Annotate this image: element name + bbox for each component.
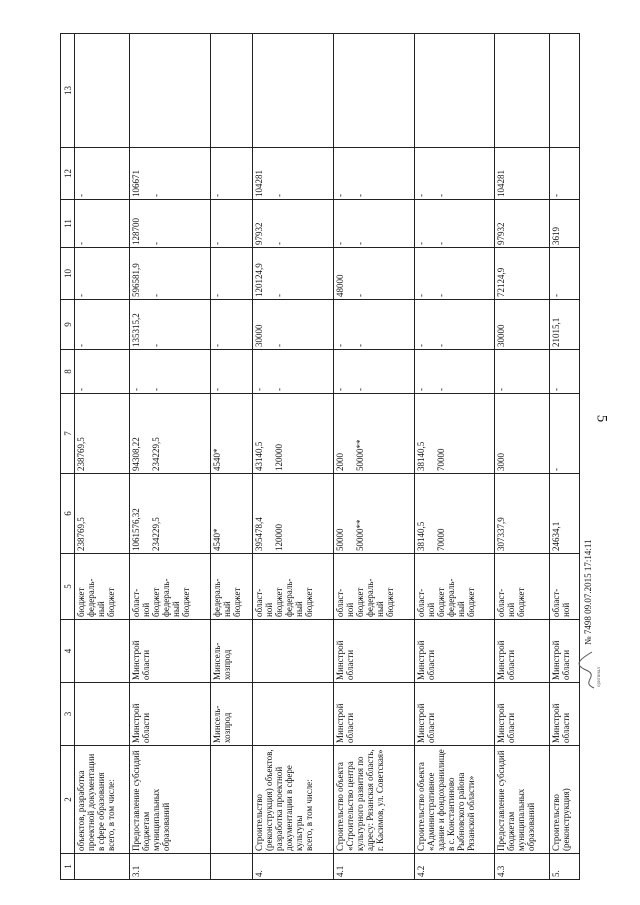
- table-cell: - -: [333, 148, 414, 200]
- table-cell: 5.: [550, 854, 580, 880]
- table-cell: 4.: [253, 854, 334, 880]
- table-cell: 94308,22 234229,5: [130, 394, 211, 474]
- table-cell: бюджет федераль- ный бюджет: [75, 554, 130, 620]
- table-cell: 48000 -: [333, 248, 414, 300]
- table-cell: 4540*: [210, 474, 252, 554]
- header-cell: 11: [61, 200, 75, 248]
- table-cell: -: [75, 350, 130, 394]
- table-cell: Предоставление субсидий бюджетам муниципальных образований: [495, 746, 550, 854]
- table-cell: 135315,2 -: [130, 300, 211, 350]
- header-cell: 2: [61, 746, 75, 854]
- table-cell: - -: [333, 300, 414, 350]
- table-cell: -: [75, 148, 130, 200]
- header-cell: 6: [61, 474, 75, 554]
- table-cell: -: [550, 394, 580, 474]
- header-cell: 3: [61, 683, 75, 746]
- table-cell: -: [75, 248, 130, 300]
- table-cell: 238769,5: [75, 394, 130, 474]
- table-row: [253, 34, 334, 880]
- table-cell: -: [550, 248, 580, 300]
- table-cell: -: [550, 148, 580, 200]
- table-row: [414, 34, 495, 880]
- table-cell: Минстрой области: [495, 683, 550, 746]
- table-cell: -: [75, 300, 130, 350]
- table-cell: Минстрой области: [550, 620, 580, 683]
- table-cell: 238769,5: [75, 474, 130, 554]
- table-cell: 43140,5 120000: [253, 394, 334, 474]
- table-cell: -: [550, 350, 580, 394]
- table-cell: 4540*: [210, 394, 252, 474]
- table-header-row: [61, 34, 75, 880]
- header-cell: 4: [61, 620, 75, 683]
- table-cell: -: [75, 200, 130, 248]
- table-cell: [414, 34, 495, 148]
- table-cell: [210, 34, 252, 148]
- table-cell: [495, 34, 550, 148]
- table-cell: -: [210, 148, 252, 200]
- table-cell: 38140,5 70000: [414, 394, 495, 474]
- table-cell: - -: [414, 200, 495, 248]
- table-cell: 97932: [495, 200, 550, 248]
- table-cell: - -: [130, 350, 211, 394]
- table-cell: - -: [414, 148, 495, 200]
- table-cell: Минстрой области: [550, 683, 580, 746]
- table-cell: [253, 620, 334, 683]
- table-cell: 120124,9 -: [253, 248, 334, 300]
- table-cell: 30000: [495, 300, 550, 350]
- table-row: [495, 34, 550, 880]
- table-cell: област- ной бюджет федераль- ный бюджет: [130, 554, 211, 620]
- table-cell: -: [210, 248, 252, 300]
- table-cell: Строительство объекта «Административное здание и фондохранилище в с. Константиново Рыбновского района Рязанской области»: [414, 746, 495, 854]
- table-cell: 104281 -: [253, 148, 334, 200]
- table-cell: Минстрой области: [333, 620, 414, 683]
- table-cell: Минстрой области: [333, 683, 414, 746]
- table-cell: [75, 683, 130, 746]
- budget-table-container: [60, 34, 580, 880]
- table-cell: Минсель-хозпрод: [210, 683, 252, 746]
- table-cell: [75, 854, 130, 880]
- table-cell: Минстрой области: [414, 683, 495, 746]
- table-cell: 307337,9: [495, 474, 550, 554]
- table-cell: - -: [414, 350, 495, 394]
- table-cell: - -: [414, 248, 495, 300]
- table-cell: [130, 34, 211, 148]
- header-cell: 9: [61, 300, 75, 350]
- table-row: [550, 34, 580, 880]
- header-cell: 5: [61, 554, 75, 620]
- table-cell: Минстрой области: [414, 620, 495, 683]
- table-cell: 72124,9: [495, 248, 550, 300]
- table-cell: област- ной: [550, 554, 580, 620]
- table-cell: федераль- ный бюджет: [210, 554, 252, 620]
- header-cell: 7: [61, 394, 75, 474]
- table-cell: Строительство объекта «Строительство центра культурного развития по адресу: Рязанская область, г. Касимов, ул. Советская»: [333, 746, 414, 854]
- header-cell: 8: [61, 350, 75, 394]
- table-cell: -: [210, 350, 252, 394]
- header-cell: 13: [61, 34, 75, 148]
- table-row: [333, 34, 414, 880]
- table-row: [130, 34, 211, 880]
- table-cell: - -: [253, 350, 334, 394]
- table-cell: - -: [333, 350, 414, 394]
- table-cell: Минстрой области: [130, 683, 211, 746]
- page-number: 5: [593, 414, 610, 423]
- table-cell: 21015,1: [550, 300, 580, 350]
- table-cell: 104281: [495, 148, 550, 200]
- table-cell: Минстрой области: [495, 620, 550, 683]
- table-cell: 2000 50000**: [333, 394, 414, 474]
- table-cell: 3619: [550, 200, 580, 248]
- header-cell: 12: [61, 148, 75, 200]
- stamp-signature-icon: [574, 650, 602, 690]
- table-cell: [333, 34, 414, 148]
- header-cell: 10: [61, 248, 75, 300]
- table-cell: област- ной бюджет федераль- ный бюджет: [333, 554, 414, 620]
- table-cell: 3.1: [130, 854, 211, 880]
- table-cell: - -: [333, 200, 414, 248]
- table-cell: Минсель-хозпрод: [210, 620, 252, 683]
- table-cell: 97932 -: [253, 200, 334, 248]
- table-cell: 4.1: [333, 854, 414, 880]
- table-cell: Строительство (реконструкция): [550, 746, 580, 854]
- table-cell: -: [495, 350, 550, 394]
- table-row: [210, 34, 252, 880]
- stamp-text: № 7498 09.07.2015 17:14:11: [583, 539, 593, 645]
- table-cell: [550, 34, 580, 148]
- table-cell: Строительство (реконструкция) объектов, разработка проектной документации в сфере культуры всего, в том числе:: [253, 746, 334, 854]
- table-cell: 38140,5 70000: [414, 474, 495, 554]
- table-row: [75, 34, 130, 880]
- table-cell: област- ной бюджет федераль- ный бюджет: [253, 554, 334, 620]
- table-cell: 50000 50000**: [333, 474, 414, 554]
- table-cell: Предоставление субсидий бюджетам муниципальных образований: [130, 746, 211, 854]
- budget-table: [60, 33, 580, 880]
- table-cell: 4.3: [495, 854, 550, 880]
- table-cell: 1061576,32 234229,5: [130, 474, 211, 554]
- svg-text:оригинал: оригинал: [597, 667, 602, 687]
- table-cell: 128700 -: [130, 200, 211, 248]
- table-cell: [253, 34, 334, 148]
- table-cell: [210, 746, 252, 854]
- table-cell: Минстрой области: [130, 620, 211, 683]
- table-cell: 106671 -: [130, 148, 211, 200]
- table-cell: 30000 -: [253, 300, 334, 350]
- table-cell: -: [210, 200, 252, 248]
- table-cell: 596581,9 -: [130, 248, 211, 300]
- table-cell: 4.2: [414, 854, 495, 880]
- table-cell: област- ной бюджет федераль- ный бюджет: [414, 554, 495, 620]
- table-cell: област- ной бюджет: [495, 554, 550, 620]
- table-cell: 24634,1: [550, 474, 580, 554]
- table-cell: [75, 34, 130, 148]
- table-cell: -: [210, 300, 252, 350]
- table-cell: [253, 683, 334, 746]
- table-cell: объектов, разработка проектной документации в сфере образования всего, в том числе:: [75, 746, 130, 854]
- table-cell: [210, 854, 252, 880]
- table-cell: 3000: [495, 394, 550, 474]
- table-cell: - -: [414, 300, 495, 350]
- header-cell: 1: [61, 854, 75, 880]
- table-cell: 395478,4 120000: [253, 474, 334, 554]
- table-cell: [75, 620, 130, 683]
- footer-stamp: [574, 530, 602, 690]
